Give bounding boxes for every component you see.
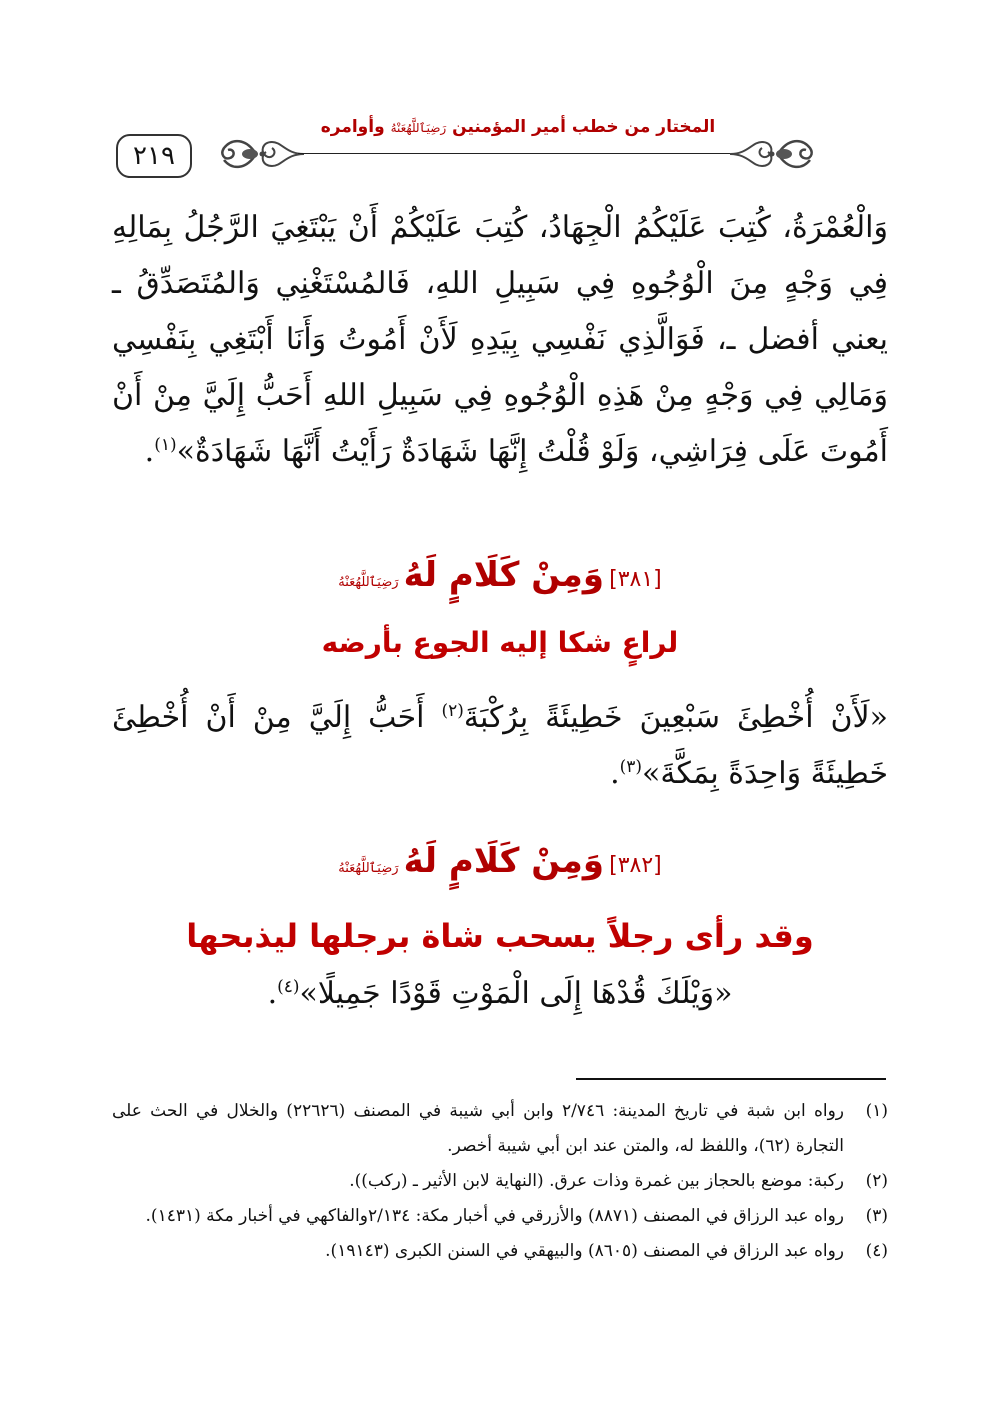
running-title-honorific: رَضِيَٱللَّهُعَنْهُ	[390, 121, 447, 135]
running-title-end: وأوامره	[320, 117, 385, 137]
footnote-separator	[576, 1078, 886, 1080]
running-title-text: المختار من خطب أمير المؤمنين	[452, 117, 716, 137]
footnote-ref-1[interactable]: (١)	[154, 435, 177, 455]
footnote-1-number: (١)	[865, 1101, 888, 1121]
paragraph-1	[112, 200, 888, 480]
section-382-subtitle: وقد رأى رجلاً يسحب شاة برجلها ليذبحها	[186, 917, 814, 955]
paragraph-3-text: «وَيْلَكَ قُدْهَا إِلَى الْمَوْتِ قَوْدًا جَمِيلًا»	[299, 976, 733, 1011]
footnote-ref-2[interactable]: (٢)	[441, 701, 464, 721]
running-title	[303, 112, 733, 143]
footnote-2	[112, 1164, 888, 1199]
footnote-3	[112, 1199, 888, 1234]
section-382-honorific: رَضِيَٱللَّهُعَنْهُ	[338, 861, 399, 876]
section-382-number: [٣٨٢]	[609, 853, 662, 878]
paragraph-2	[112, 690, 888, 802]
paragraph-1-text: وَالْعُمْرَةُ، كُتِبَ عَلَيْكُمُ الْجِهَادُ، كُتِبَ عَلَيْكُمْ أَنْ يَبْتَغِيَ الرَّجُلُ بِمَالِهِ فِي وَجْهٍ مِنَ الْوُجُوهِ فِي سَبِيلِ اللهِ، فَالمُسْتَغْنِي وَالمُتَصَدِّقُ ـ يعني أفضل ـ، فَوَالَّذِي نَفْسِي بِيَدِهِ لَأَنْ أَمُوتُ وَأَنَا أَبْتَغِي بِنَفْسِي وَمَالِي فِي وَجْهٍ مِنْ هَذِهِ الْوُجُوهِ فِي سَبِيلِ اللهِ أَحَبُّ إِلَيَّ مِنْ أَنْ أَمُوتَ عَلَى فِرَاشِي، وَلَوْ قُلْتُ إِنَّهَا شَهَادَةٌ رَأَيْتُ أَنَّهَا شَهَادَةٌ»	[112, 210, 888, 469]
paragraph-3-end: .	[267, 976, 278, 1011]
section-382-heading	[112, 836, 888, 894]
footnote-ref-3[interactable]: (٣)	[619, 757, 643, 777]
paragraph-1-end: .	[144, 434, 155, 469]
paragraph-2-end: .	[610, 756, 620, 791]
section-381-number: [٣٨١]	[609, 567, 662, 592]
header-rule	[298, 153, 738, 154]
footnote-2-text: ركبة: موضع بالحجاز بين غمرة وذات عرق. (النهاية لابن الأثير ـ (ركب)).	[349, 1171, 844, 1191]
footnote-4-text: رواه عبد الرزاق في المصنف (٨٦٠٥) والبيهقي في السنن الكبرى (١٩١٤٣).	[325, 1241, 844, 1261]
page-header	[108, 112, 894, 182]
ornament-left-icon	[216, 132, 306, 176]
section-381-subtitle: لراعٍ شكا إليه الجوع بأرضه	[321, 626, 679, 659]
paragraph-2-text: «لَأَنْ أُخْطِئَ سَبْعِينَ خَطِيئَةً بِرُكْبَةَ	[463, 700, 888, 735]
page-number: ٢١٩	[116, 134, 192, 178]
footnotes	[112, 1094, 888, 1269]
footnote-3-text: رواه عبد الرزاق في المصنف (٨٨٧١) والأزرقي في أخبار مكة: ٢/١٣٤والفاكهي في أخبار مكة (١٤٣١).	[145, 1206, 844, 1226]
section-382-label: وَمِنْ كَلَامٍ لَهُ	[403, 841, 604, 881]
footnote-ref-4[interactable]: (٤)	[277, 977, 300, 997]
footnote-1	[112, 1094, 888, 1164]
ornament-right-icon	[728, 132, 818, 176]
footnote-1-text: رواه ابن شبة في تاريخ المدينة: ٢/٧٤٦ وابن أبي شيبة في المصنف (٢٢٦٢٦) والخلال في الحث على التجارة (٦٢)، واللفظ له، والمتن عند ابن أبي شيبة أخصر.	[112, 1101, 844, 1156]
footnote-4-number: (٤)	[865, 1241, 888, 1261]
paragraph-3	[112, 966, 888, 1022]
footnote-2-number: (٢)	[865, 1171, 888, 1191]
section-381-honorific: رَضِيَٱللَّهُعَنْهُ	[338, 575, 399, 590]
footnote-4	[112, 1234, 888, 1269]
paragraph-2-mid: أَحَبُّ إِلَيَّ مِنْ أَنْ أُخْطِئَ خَطِيئَةً وَاحِدَةً بِمَكَّةَ»	[112, 700, 888, 791]
section-381-heading	[112, 550, 888, 608]
section-381-label: وَمِنْ كَلَامٍ لَهُ	[403, 555, 604, 595]
footnote-3-number: (٣)	[865, 1206, 888, 1226]
